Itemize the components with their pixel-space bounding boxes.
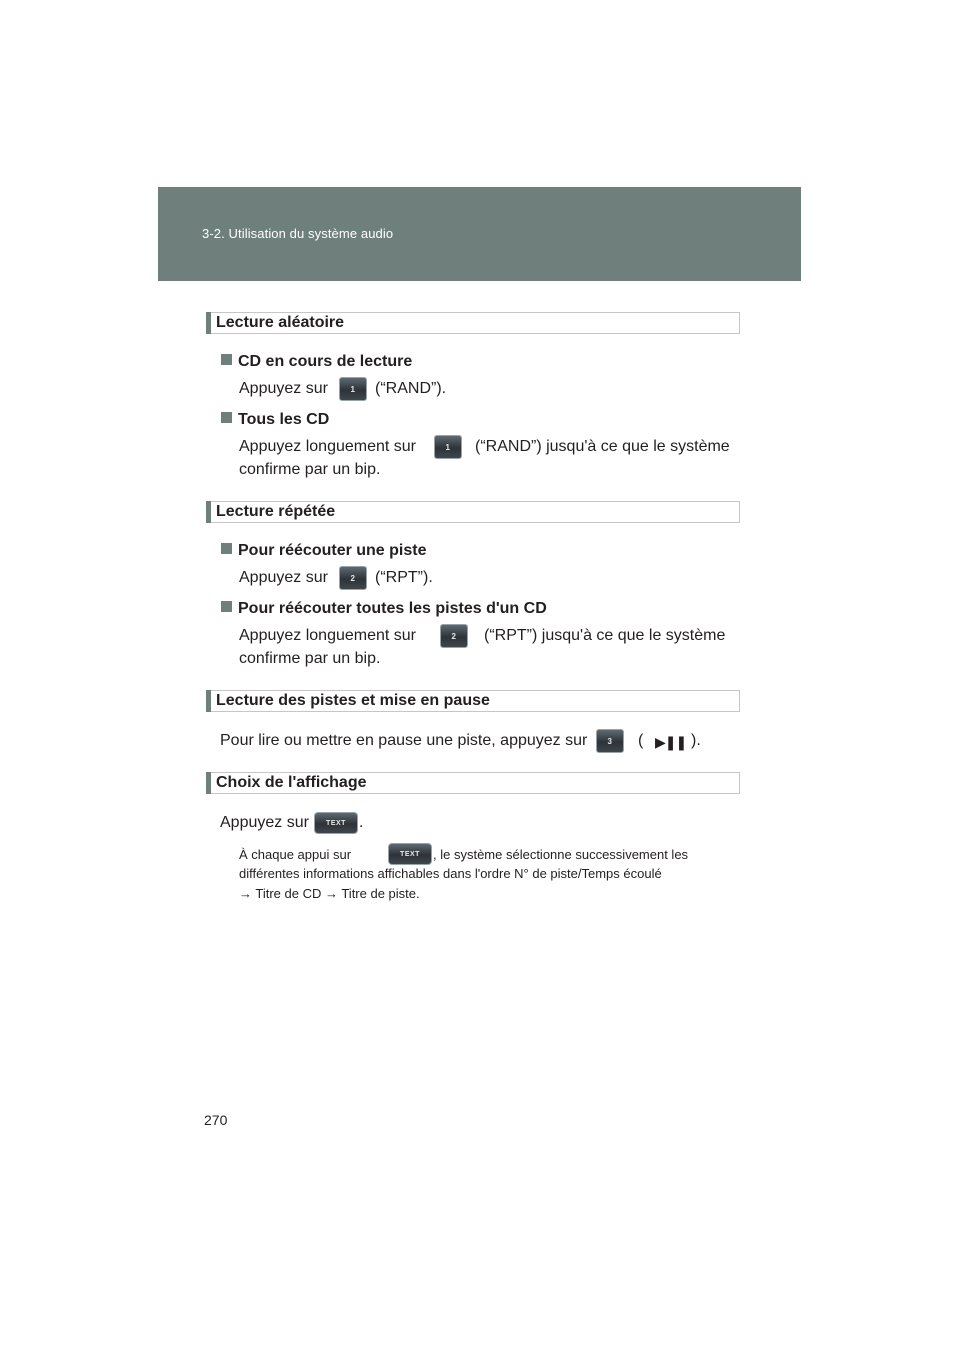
paren-open: ( [638, 732, 644, 749]
square-bullet-icon [221, 354, 232, 365]
header-band [158, 187, 801, 281]
play-pause-icon: ▶❚❚ [655, 734, 687, 750]
section-title: Lecture répétée [216, 503, 336, 520]
section-marker [206, 312, 211, 334]
section-marker [206, 690, 211, 712]
subheading-repeat-track [221, 542, 427, 560]
breadcrumb: 3-2. Utilisation du système audio [202, 226, 394, 241]
note-text: À chaque appui sur [239, 847, 352, 862]
subheading-text: Tous les CD [238, 411, 330, 428]
subheading-repeat-disc [221, 600, 547, 618]
section-header-play-pause [206, 690, 740, 712]
instruction-continuation: confirme par un bip. [239, 650, 381, 667]
preset-button-1: 1 [434, 435, 462, 459]
page-number: 270 [204, 1112, 228, 1128]
instruction-text: Appuyez sur [239, 569, 328, 586]
instruction-continuation: confirme par un bip. [239, 461, 381, 478]
instruction-text: Appuyez sur [220, 814, 309, 831]
preset-button-2: 2 [339, 566, 367, 590]
preset-button-2: 2 [440, 624, 468, 648]
instruction-suffix: (“RAND”) jusqu'à ce que le système [475, 438, 730, 455]
subheading-text: Pour réécouter toutes les pistes d'un CD [238, 600, 547, 617]
section-title: Lecture aléatoire [216, 314, 345, 331]
section-header-repeat [206, 501, 740, 523]
section-title: Choix de l'affichage [216, 774, 367, 791]
instruction-suffix: (“RPT”). [375, 569, 433, 586]
note-line: différentes informations affichables dans l'ordre N° de piste/Temps écoulé [239, 866, 662, 881]
section-header-random [206, 312, 740, 334]
note-text: , le système sélectionne successivement les [433, 847, 689, 862]
section-marker [206, 772, 211, 794]
subheading-text: Pour réécouter une piste [238, 542, 427, 559]
preset-button-3: 3 [596, 729, 624, 753]
square-bullet-icon [221, 412, 232, 423]
note-line: → Titre de CD → Titre de piste. [239, 886, 420, 901]
section-title: Lecture des pistes et mise en pause [216, 692, 490, 709]
subheading-text: CD en cours de lecture [238, 353, 413, 370]
instruction-text: Pour lire ou mettre en pause une piste, appuyez sur [220, 732, 588, 749]
instruction-suffix: . [359, 814, 364, 831]
instruction-text: Appuyez longuement sur [239, 627, 416, 644]
square-bullet-icon [221, 543, 232, 554]
instruction-text: Appuyez longuement sur [239, 438, 416, 455]
square-bullet-icon [221, 601, 232, 612]
section-header-display [206, 772, 740, 794]
instruction-suffix: (“RAND”). [375, 380, 447, 397]
subheading-current-cd [221, 353, 412, 371]
text-button: TEXT [388, 843, 432, 865]
instruction-text: Appuyez sur [239, 380, 328, 397]
subheading-all-cds [221, 411, 329, 429]
text-button: TEXT [314, 812, 358, 834]
instruction-suffix: (“RPT”) jusqu'à ce que le système [484, 627, 726, 644]
instruction-line [239, 380, 328, 398]
paren-close: ). [691, 732, 701, 749]
section-marker [206, 501, 211, 523]
preset-button-1: 1 [339, 377, 367, 401]
